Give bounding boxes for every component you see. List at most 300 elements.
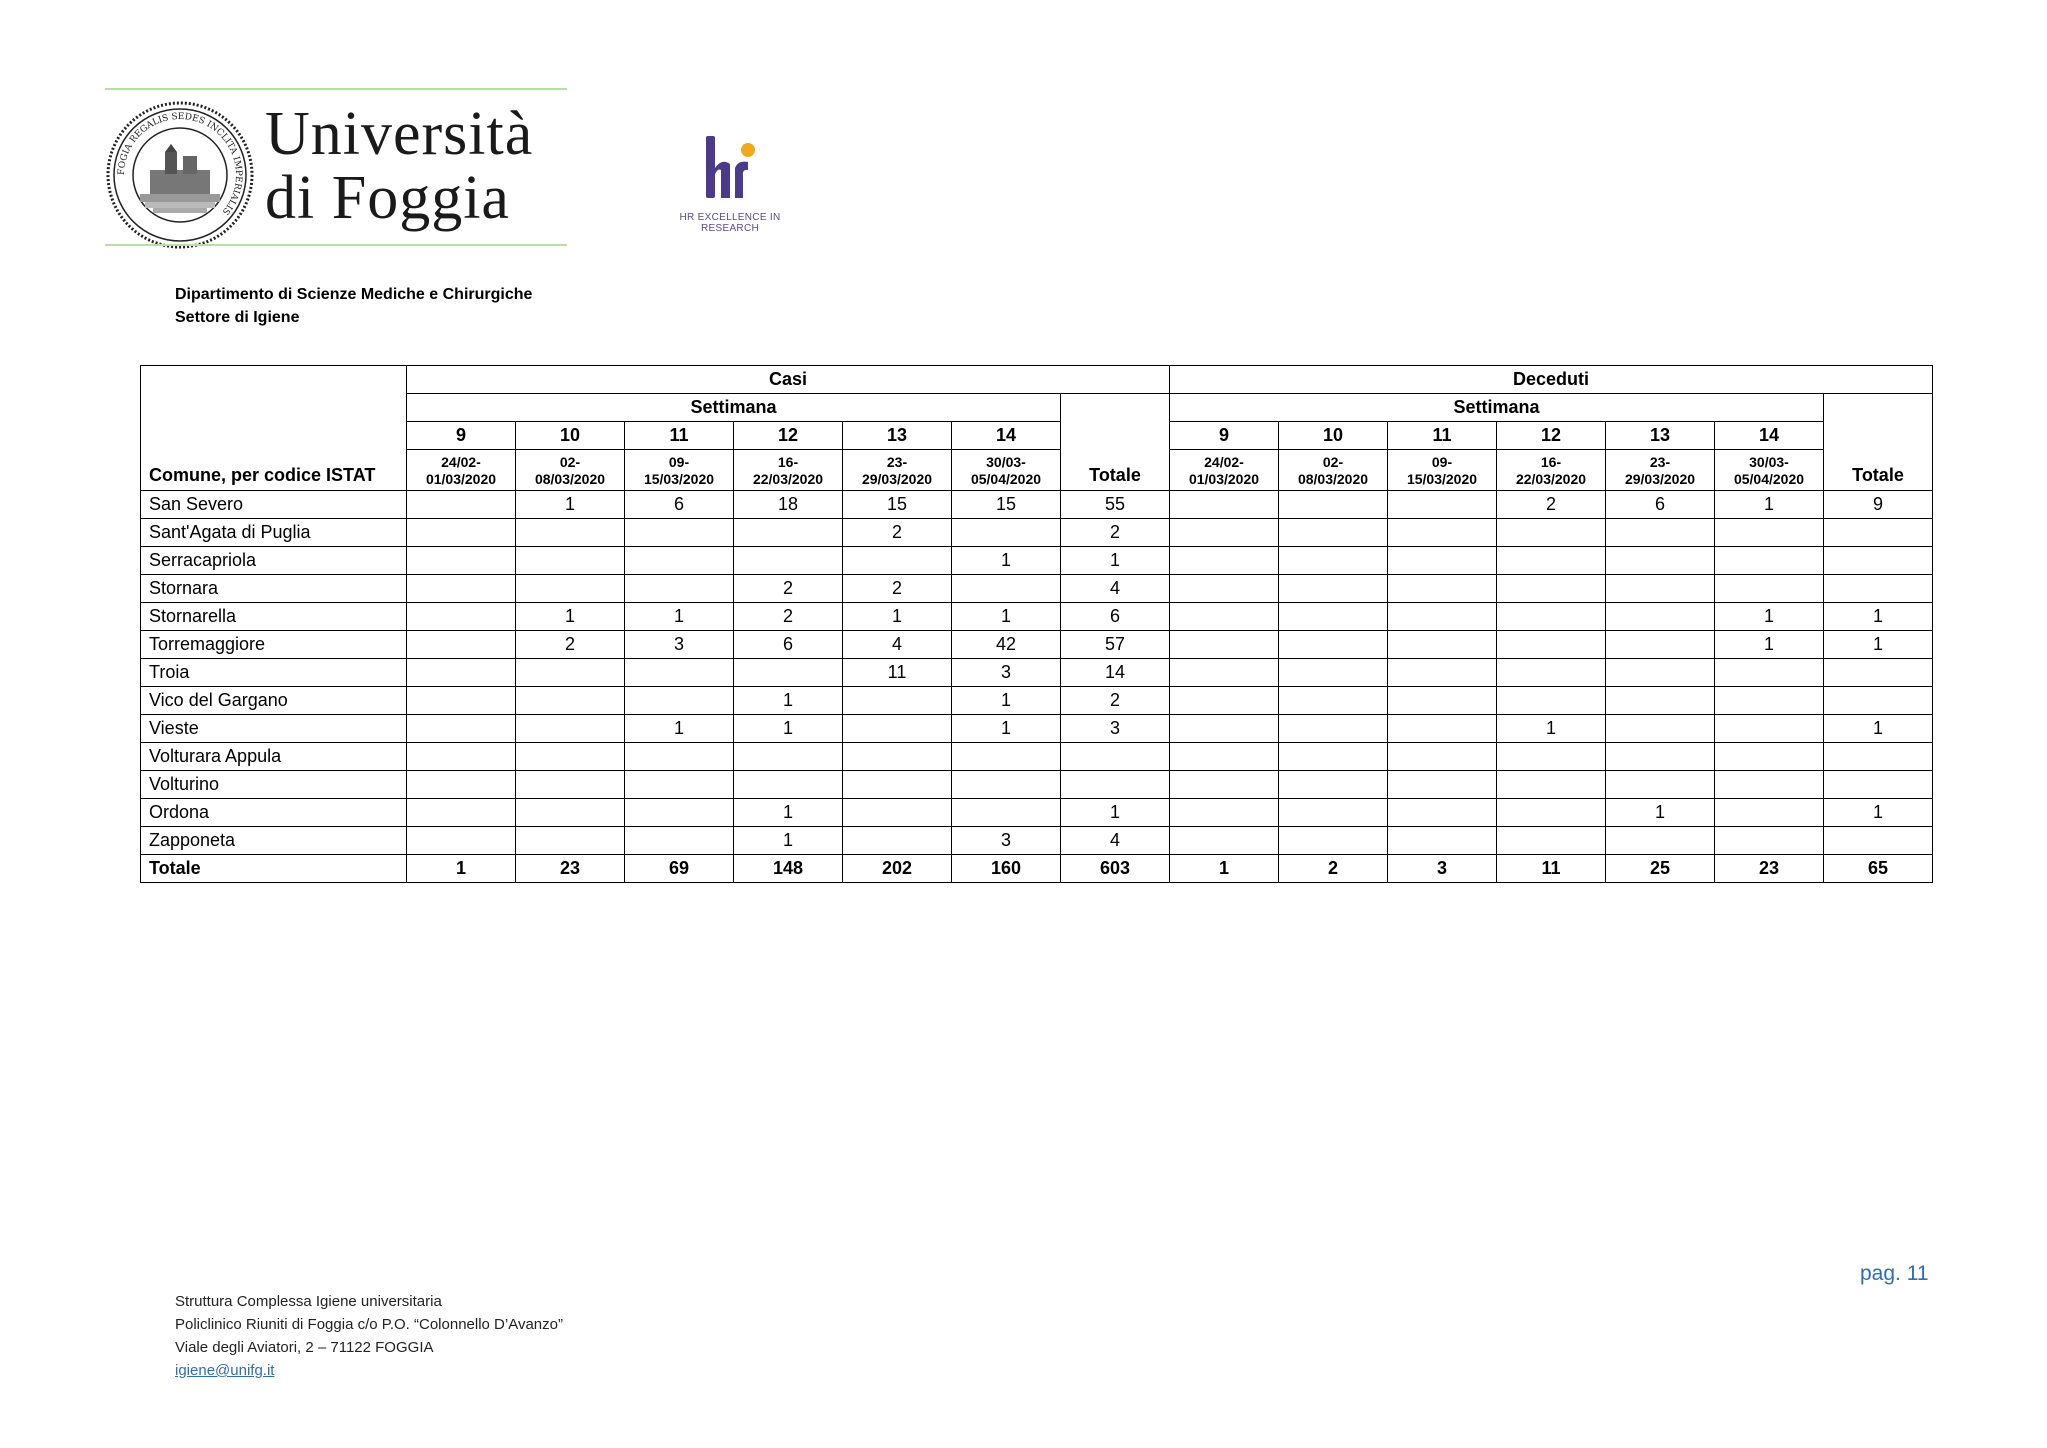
dec-week-number-header: 11 — [1388, 422, 1497, 450]
deceduti-cell — [1606, 519, 1715, 547]
casi-week-number-header: 11 — [625, 422, 734, 450]
deceduti-cell — [1606, 631, 1715, 659]
cases-deaths-table — [140, 365, 1933, 883]
deceduti-cell — [1497, 575, 1606, 603]
deceduti-cell — [1170, 799, 1279, 827]
deceduti-cell — [1388, 491, 1497, 519]
casi-cell — [734, 659, 843, 687]
casi-cell — [843, 827, 952, 855]
casi-cell — [952, 519, 1061, 547]
deceduti-cell — [1606, 687, 1715, 715]
deceduti-cell — [1388, 603, 1497, 631]
deceduti-cell — [1279, 575, 1388, 603]
casi-cell — [734, 771, 843, 799]
university-name — [265, 102, 533, 230]
comune-name-cell: Zapponeta — [141, 827, 407, 855]
casi-cell: 1 — [516, 603, 625, 631]
deceduti-cell — [1606, 603, 1715, 631]
seal-text: FOGIA REGALIS SEDES INCLITA IMPERIALIS — [116, 111, 244, 217]
deceduti-cell — [1606, 743, 1715, 771]
deceduti-cell — [1279, 631, 1388, 659]
comune-name-cell: Vieste — [141, 715, 407, 743]
week-date-to: 08/03/2020 — [1297, 471, 1369, 487]
deceduti-cell — [1279, 491, 1388, 519]
department-block — [175, 283, 532, 329]
casi-cell: 3 — [952, 827, 1061, 855]
deceduti-cell — [1715, 715, 1824, 743]
casi-cell: 148 — [734, 855, 843, 883]
casi-cell — [516, 519, 625, 547]
casi-cell — [516, 743, 625, 771]
casi-cell: 1 — [843, 603, 952, 631]
casi-cell — [407, 687, 516, 715]
table-row — [141, 827, 1933, 855]
casi-week-date-header — [843, 450, 952, 491]
week-date-from: 24/02- — [441, 454, 481, 470]
casi-cell: 2 — [516, 631, 625, 659]
dec-week-date-header — [1279, 450, 1388, 491]
deceduti-cell — [1170, 771, 1279, 799]
department-name: Dipartimento di Scienze Mediche e Chirurgiche — [175, 286, 533, 303]
casi-total-cell: 2 — [1061, 519, 1170, 547]
comune-name-cell: Volturino — [141, 771, 407, 799]
deceduti-cell: 2 — [1497, 491, 1606, 519]
deceduti-cell — [1279, 659, 1388, 687]
week-date-from: 16- — [1540, 454, 1562, 470]
deceduti-cell: 25 — [1606, 855, 1715, 883]
casi-cell: 1 — [407, 855, 516, 883]
comune-name-cell: Ordona — [141, 799, 407, 827]
deceduti-cell — [1715, 799, 1824, 827]
deceduti-cell — [1170, 603, 1279, 631]
casi-cell: 1 — [734, 715, 843, 743]
university-logo — [105, 88, 567, 246]
casi-cell: 42 — [952, 631, 1061, 659]
casi-cell: 6 — [734, 631, 843, 659]
deceduti-settimana-header: Settimana — [1170, 394, 1824, 422]
deceduti-cell: 1 — [1606, 799, 1715, 827]
deceduti-cell — [1606, 715, 1715, 743]
deceduti-cell — [1497, 659, 1606, 687]
deceduti-total-cell — [1824, 547, 1933, 575]
casi-cell — [407, 575, 516, 603]
dec-week-number-header: 13 — [1606, 422, 1715, 450]
deceduti-cell — [1388, 743, 1497, 771]
casi-cell — [952, 771, 1061, 799]
deceduti-cell: 1 — [1715, 491, 1824, 519]
comune-name-cell: Volturara Appula — [141, 743, 407, 771]
casi-cell — [952, 799, 1061, 827]
casi-cell — [625, 687, 734, 715]
week-date-to: 29/03/2020 — [861, 471, 933, 487]
week-date-from: 09- — [668, 454, 690, 470]
casi-cell — [516, 771, 625, 799]
deceduti-cell — [1606, 575, 1715, 603]
casi-header: Casi — [407, 366, 1170, 394]
week-date-from: 09- — [1431, 454, 1453, 470]
casi-week-number-header: 12 — [734, 422, 843, 450]
footer-address — [175, 1290, 563, 1382]
dec-week-date-header — [1497, 450, 1606, 491]
deceduti-cell — [1279, 687, 1388, 715]
deceduti-cell — [1279, 519, 1388, 547]
casi-cell — [407, 547, 516, 575]
casi-cell: 1 — [625, 715, 734, 743]
casi-week-number-header: 10 — [516, 422, 625, 450]
casi-cell: 1 — [952, 603, 1061, 631]
casi-cell: 2 — [843, 519, 952, 547]
university-name-line1: Università — [265, 100, 534, 168]
casi-total-cell: 55 — [1061, 491, 1170, 519]
deceduti-cell — [1170, 547, 1279, 575]
deceduti-total-cell — [1824, 659, 1933, 687]
casi-cell: 18 — [734, 491, 843, 519]
deceduti-total-cell — [1824, 743, 1933, 771]
casi-total-cell: 4 — [1061, 827, 1170, 855]
dec-week-number-header: 12 — [1497, 422, 1606, 450]
week-date-to: 22/03/2020 — [752, 471, 824, 487]
deceduti-cell — [1497, 547, 1606, 575]
deceduti-cell — [1715, 659, 1824, 687]
comune-name-cell: Stornara — [141, 575, 407, 603]
deceduti-cell — [1606, 547, 1715, 575]
table-row — [141, 547, 1933, 575]
deceduti-cell — [1497, 771, 1606, 799]
comune-name-cell: Torremaggiore — [141, 631, 407, 659]
deceduti-cell — [1388, 715, 1497, 743]
deceduti-total-cell: 1 — [1824, 631, 1933, 659]
deceduti-cell — [1170, 659, 1279, 687]
deceduti-total-cell — [1824, 687, 1933, 715]
casi-cell — [843, 715, 952, 743]
header-row-week-numbers — [141, 422, 1933, 450]
deceduti-cell — [1715, 827, 1824, 855]
table-row — [141, 659, 1933, 687]
casi-total-cell: 6 — [1061, 603, 1170, 631]
deceduti-cell — [1388, 799, 1497, 827]
casi-cell — [843, 743, 952, 771]
casi-cell — [625, 519, 734, 547]
university-seal-icon — [105, 100, 255, 250]
deceduti-cell — [1497, 631, 1606, 659]
deceduti-cell: 2 — [1279, 855, 1388, 883]
deceduti-total-cell — [1824, 519, 1933, 547]
casi-cell — [734, 743, 843, 771]
deceduti-cell: 6 — [1606, 491, 1715, 519]
deceduti-cell — [1170, 491, 1279, 519]
casi-cell: 1 — [734, 687, 843, 715]
deceduti-totale-header: Totale — [1824, 394, 1933, 491]
casi-cell — [407, 771, 516, 799]
footer-line1: Struttura Complessa Igiene universitaria — [175, 1293, 442, 1310]
week-date-from: 16- — [777, 454, 799, 470]
deceduti-cell — [1279, 743, 1388, 771]
logo-bottom-rule — [105, 244, 567, 246]
casi-cell — [843, 799, 952, 827]
deceduti-cell — [1497, 799, 1606, 827]
deceduti-cell — [1497, 519, 1606, 547]
week-date-to: 15/03/2020 — [643, 471, 715, 487]
deceduti-cell: 23 — [1715, 855, 1824, 883]
casi-total-cell: 14 — [1061, 659, 1170, 687]
deceduti-total-cell — [1824, 575, 1933, 603]
deceduti-total-cell: 1 — [1824, 715, 1933, 743]
deceduti-cell — [1497, 827, 1606, 855]
deceduti-cell — [1279, 603, 1388, 631]
table-row — [141, 603, 1933, 631]
casi-week-date-header — [516, 450, 625, 491]
deceduti-cell — [1388, 575, 1497, 603]
casi-cell: 69 — [625, 855, 734, 883]
table-row — [141, 799, 1933, 827]
casi-cell — [407, 603, 516, 631]
deceduti-cell: 3 — [1388, 855, 1497, 883]
deceduti-cell — [1715, 575, 1824, 603]
deceduti-total-cell: 65 — [1824, 855, 1933, 883]
casi-cell — [734, 519, 843, 547]
casi-total-cell: 1 — [1061, 799, 1170, 827]
casi-cell: 1 — [625, 603, 734, 631]
week-date-from: 30/03- — [1749, 454, 1789, 470]
deceduti-cell — [1388, 687, 1497, 715]
deceduti-cell — [1606, 771, 1715, 799]
casi-total-cell: 3 — [1061, 715, 1170, 743]
hr-excellence-logo-icon — [660, 128, 800, 224]
casi-cell: 2 — [734, 575, 843, 603]
casi-cell — [407, 631, 516, 659]
dec-week-number-header: 14 — [1715, 422, 1824, 450]
deceduti-cell — [1715, 687, 1824, 715]
casi-cell — [843, 547, 952, 575]
deceduti-cell: 1 — [1715, 631, 1824, 659]
casi-total-cell: 57 — [1061, 631, 1170, 659]
deceduti-cell — [1279, 771, 1388, 799]
casi-cell: 15 — [952, 491, 1061, 519]
casi-cell — [407, 519, 516, 547]
casi-cell — [516, 575, 625, 603]
deceduti-cell — [1388, 519, 1497, 547]
casi-total-cell: 603 — [1061, 855, 1170, 883]
deceduti-cell: 11 — [1497, 855, 1606, 883]
deceduti-cell — [1170, 687, 1279, 715]
comune-name-cell: Stornarella — [141, 603, 407, 631]
deceduti-cell: 1 — [1497, 715, 1606, 743]
header-row-groups — [141, 366, 1933, 394]
week-date-to: 01/03/2020 — [425, 471, 497, 487]
dec-week-date-header — [1388, 450, 1497, 491]
dec-week-number-header: 10 — [1279, 422, 1388, 450]
table-body — [141, 491, 1933, 883]
deceduti-header: Deceduti — [1170, 366, 1933, 394]
casi-cell: 1 — [734, 799, 843, 827]
casi-total-cell: 1 — [1061, 547, 1170, 575]
casi-cell — [516, 715, 625, 743]
casi-total-cell: 2 — [1061, 687, 1170, 715]
deceduti-cell — [1170, 631, 1279, 659]
deceduti-cell — [1170, 715, 1279, 743]
deceduti-total-cell — [1824, 771, 1933, 799]
casi-cell — [734, 547, 843, 575]
week-date-from: 02- — [559, 454, 581, 470]
deceduti-cell: 1 — [1170, 855, 1279, 883]
casi-cell — [407, 827, 516, 855]
casi-cell: 23 — [516, 855, 625, 883]
casi-cell — [625, 575, 734, 603]
casi-cell — [625, 827, 734, 855]
casi-cell — [843, 771, 952, 799]
casi-cell — [407, 659, 516, 687]
week-date-to: 29/03/2020 — [1624, 471, 1696, 487]
week-date-from: 23- — [886, 454, 908, 470]
footer-line3: Viale degli Aviatori, 2 – 71122 FOGGIA — [175, 1339, 434, 1356]
casi-cell — [407, 799, 516, 827]
casi-cell — [625, 743, 734, 771]
casi-week-number-header: 9 — [407, 422, 516, 450]
casi-cell: 1 — [952, 715, 1061, 743]
casi-cell — [516, 799, 625, 827]
deceduti-cell — [1388, 631, 1497, 659]
deceduti-cell — [1388, 827, 1497, 855]
casi-cell — [843, 687, 952, 715]
header-row-settimana — [141, 394, 1933, 422]
university-name-line2: di Foggia — [265, 164, 510, 232]
casi-cell — [407, 743, 516, 771]
table-row — [141, 631, 1933, 659]
casi-cell — [516, 547, 625, 575]
casi-cell: 2 — [843, 575, 952, 603]
week-date-to: 08/03/2020 — [534, 471, 606, 487]
casi-cell — [516, 659, 625, 687]
casi-total-cell: 4 — [1061, 575, 1170, 603]
deceduti-cell — [1388, 771, 1497, 799]
deceduti-total-cell: 9 — [1824, 491, 1933, 519]
header-row-week-dates — [141, 450, 1933, 491]
casi-cell — [625, 799, 734, 827]
sector-name: Settore di Igiene — [175, 309, 300, 326]
deceduti-cell — [1606, 659, 1715, 687]
casi-week-date-header — [952, 450, 1061, 491]
table-row — [141, 715, 1933, 743]
table-row — [141, 771, 1933, 799]
casi-cell — [516, 687, 625, 715]
casi-cell — [407, 491, 516, 519]
casi-cell — [952, 575, 1061, 603]
casi-cell: 11 — [843, 659, 952, 687]
deceduti-cell — [1388, 547, 1497, 575]
casi-week-number-header: 14 — [952, 422, 1061, 450]
dec-week-date-header — [1715, 450, 1824, 491]
week-date-to: 01/03/2020 — [1188, 471, 1260, 487]
comune-name-cell: Totale — [141, 855, 407, 883]
deceduti-cell — [1170, 575, 1279, 603]
week-date-from: 24/02- — [1204, 454, 1244, 470]
casi-cell: 1 — [734, 827, 843, 855]
casi-totale-header: Totale — [1061, 394, 1170, 491]
deceduti-cell — [1497, 687, 1606, 715]
logo-top-rule — [105, 88, 567, 90]
casi-week-date-header — [734, 450, 843, 491]
dec-week-number-header: 9 — [1170, 422, 1279, 450]
deceduti-cell — [1279, 799, 1388, 827]
deceduti-cell — [1279, 547, 1388, 575]
casi-cell: 1 — [516, 491, 625, 519]
comune-name-cell: Sant'Agata di Puglia — [141, 519, 407, 547]
week-date-from: 23- — [1649, 454, 1671, 470]
week-date-from: 02- — [1322, 454, 1344, 470]
comune-header: Comune, per codice ISTAT — [141, 366, 407, 491]
casi-settimana-header: Settimana — [407, 394, 1061, 422]
deceduti-cell — [1170, 519, 1279, 547]
total-row — [141, 855, 1933, 883]
deceduti-cell — [1715, 519, 1824, 547]
dec-week-date-header — [1170, 450, 1279, 491]
casi-cell: 3 — [625, 631, 734, 659]
week-date-from: 30/03- — [986, 454, 1026, 470]
deceduti-cell — [1497, 603, 1606, 631]
casi-total-cell — [1061, 743, 1170, 771]
deceduti-total-cell: 1 — [1824, 799, 1933, 827]
comune-name-cell: Vico del Gargano — [141, 687, 407, 715]
deceduti-cell — [1388, 659, 1497, 687]
deceduti-cell — [1497, 743, 1606, 771]
deceduti-cell — [1606, 827, 1715, 855]
deceduti-cell: 1 — [1715, 603, 1824, 631]
casi-cell — [407, 715, 516, 743]
deceduti-cell — [1715, 743, 1824, 771]
casi-week-date-header — [625, 450, 734, 491]
casi-cell: 202 — [843, 855, 952, 883]
table-row — [141, 743, 1933, 771]
casi-cell: 1 — [952, 547, 1061, 575]
comune-name-cell: Troia — [141, 659, 407, 687]
week-date-to: 15/03/2020 — [1406, 471, 1478, 487]
casi-cell: 15 — [843, 491, 952, 519]
casi-cell — [625, 547, 734, 575]
casi-cell: 2 — [734, 603, 843, 631]
casi-week-date-header — [407, 450, 516, 491]
casi-cell — [516, 827, 625, 855]
deceduti-cell — [1715, 771, 1824, 799]
table-row — [141, 687, 1933, 715]
casi-cell: 1 — [952, 687, 1061, 715]
deceduti-cell — [1170, 743, 1279, 771]
casi-cell: 3 — [952, 659, 1061, 687]
deceduti-total-cell — [1824, 827, 1933, 855]
table-row — [141, 575, 1933, 603]
table-row — [141, 519, 1933, 547]
deceduti-cell — [1715, 547, 1824, 575]
week-date-to: 05/04/2020 — [1733, 471, 1805, 487]
hr-caption: HR EXCELLENCE IN RESEARCH — [679, 212, 781, 234]
comune-name-cell: San Severo — [141, 491, 407, 519]
casi-cell — [625, 771, 734, 799]
casi-cell: 4 — [843, 631, 952, 659]
week-date-to: 22/03/2020 — [1515, 471, 1587, 487]
deceduti-cell — [1279, 715, 1388, 743]
page-number: pag. 11 — [1860, 1262, 1929, 1285]
deceduti-cell — [1170, 827, 1279, 855]
footer-line2: Policlinico Riuniti di Foggia c/o P.O. “Colonnello D’Avanzo” — [175, 1316, 563, 1333]
casi-cell: 6 — [625, 491, 734, 519]
comune-name-cell: Serracapriola — [141, 547, 407, 575]
dec-week-date-header — [1606, 450, 1715, 491]
deceduti-cell — [1279, 827, 1388, 855]
casi-cell: 160 — [952, 855, 1061, 883]
casi-week-number-header: 13 — [843, 422, 952, 450]
deceduti-total-cell: 1 — [1824, 603, 1933, 631]
footer-email-link[interactable]: igiene@unifg.it — [175, 1362, 275, 1379]
casi-cell — [952, 743, 1061, 771]
